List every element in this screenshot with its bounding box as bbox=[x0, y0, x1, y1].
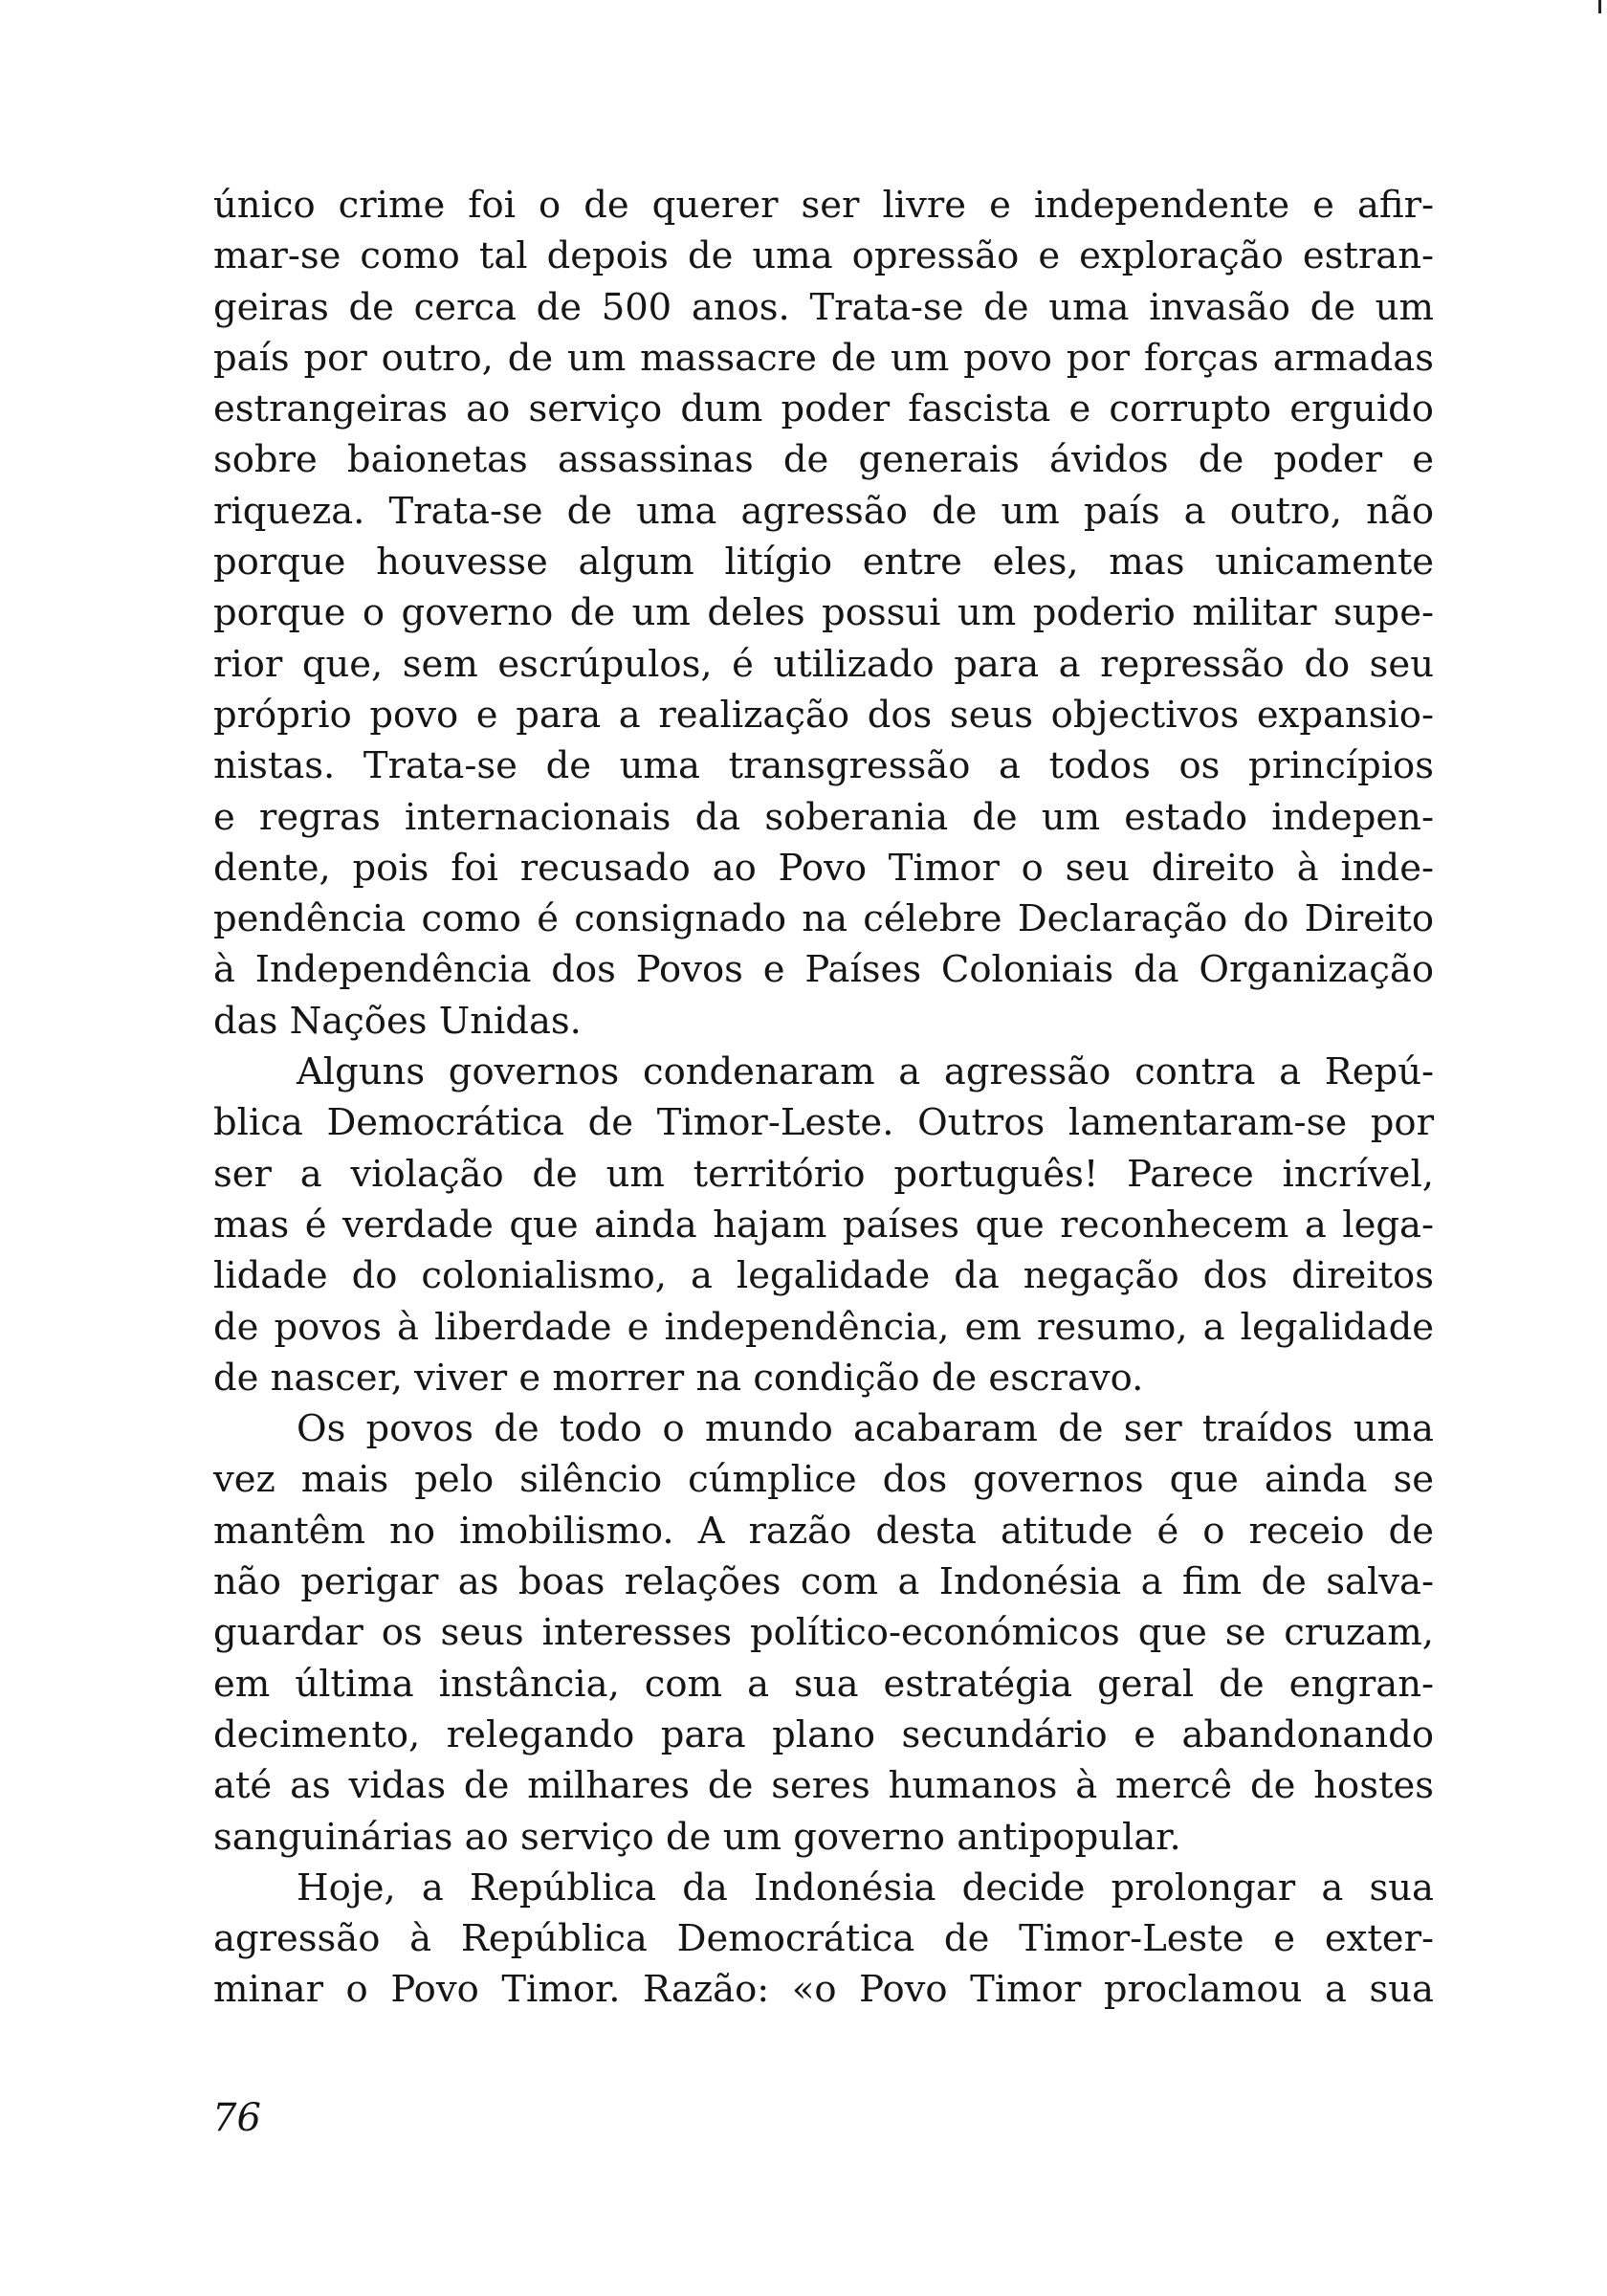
paragraph bbox=[213, 1047, 1434, 1403]
body-text bbox=[213, 180, 1434, 2016]
text-line: Os povos de todo o mundo acabaram de ser traídos uma bbox=[297, 1407, 1434, 1451]
text-line: porque o governo de um deles possui um poderio militar supe- bbox=[213, 591, 1434, 635]
text-line: agressão à República Democrática de Timor-Leste e exter- bbox=[213, 1917, 1434, 1961]
text-line: mantêm no imobilismo. A razão desta atitude é o receio de bbox=[213, 1509, 1434, 1553]
text-line: lidade do colonialismo, a legalidade da negação dos direitos bbox=[213, 1254, 1434, 1298]
text-line: minar o Povo Timor. Razão: «o Povo Timor proclamou a sua bbox=[213, 1968, 1434, 2012]
text-line: riqueza. Trata-se de uma agressão de um país a outro, não bbox=[213, 489, 1434, 533]
paragraph bbox=[213, 1863, 1434, 2016]
text-line: nistas. Trata-se de uma transgressão a todos os princípios bbox=[213, 744, 1434, 788]
text-line: mar-se como tal depois de uma opressão e exploração estran- bbox=[213, 234, 1434, 278]
paragraph bbox=[213, 180, 1434, 1047]
text-line: mas é verdade que ainda hajam países que reconhecem a lega- bbox=[213, 1203, 1434, 1247]
text-line: sanguinárias ao serviço de um governo antipopular. bbox=[213, 1815, 1181, 1859]
text-line: até as vidas de milhares de seres humanos à mercê de hostes bbox=[213, 1764, 1434, 1808]
text-line: vez mais pelo silêncio cúmplice dos governos que ainda se bbox=[213, 1458, 1434, 1502]
text-line: guardar os seus interesses político-económicos que se cruzam, bbox=[213, 1611, 1434, 1655]
scan-edge-mark bbox=[1598, 0, 1601, 13]
text-line: decimento, relegando para plano secundário e abandonando bbox=[213, 1712, 1434, 1756]
text-line: geiras de cerca de 500 anos. Trata-se de uma invasão de um bbox=[213, 285, 1434, 329]
text-line: porque houvesse algum litígio entre eles, mas unicamente bbox=[213, 541, 1434, 585]
text-line: à Independência dos Povos e Países Coloniais da Organização bbox=[213, 948, 1434, 992]
text-line: em última instância, com a sua estratégia geral de engran- bbox=[213, 1662, 1434, 1706]
text-line: país por outro, de um massacre de um povo por forças armadas bbox=[213, 336, 1434, 380]
text-line: rior que, sem escrúpulos, é utilizado para a repressão do seu bbox=[213, 642, 1434, 686]
text-line: sobre baionetas assassinas de generais ávidos de poder e bbox=[213, 438, 1434, 482]
text-line: de povos à liberdade e independência, em resumo, a legalidade bbox=[213, 1305, 1434, 1349]
paragraph bbox=[213, 1403, 1434, 1863]
page-number: 76 bbox=[212, 2096, 261, 2140]
text-line: e regras internacionais da soberania de um estado indepen- bbox=[213, 795, 1434, 839]
text-line: dente, pois foi recusado ao Povo Timor o seu direito à inde- bbox=[213, 846, 1434, 890]
text-line: ser a violação de um território português! Parece incrível, bbox=[213, 1152, 1434, 1196]
text-line: das Nações Unidas. bbox=[213, 999, 582, 1043]
text-line: estrangeiras ao serviço dum poder fascista e corrupto erguido bbox=[213, 387, 1434, 431]
text-line: não perigar as boas relações com a Indonésia a fim de salva- bbox=[213, 1560, 1434, 1604]
text-line: próprio povo e para a realização dos seus objectivos expansio- bbox=[213, 693, 1434, 737]
text-line: blica Democrática de Timor-Leste. Outros lamentaram-se por bbox=[213, 1101, 1434, 1145]
text-line: único crime foi o de querer ser livre e independente e afir- bbox=[213, 184, 1434, 227]
text-line: de nascer, viver e morrer na condição de escravo. bbox=[213, 1356, 1144, 1400]
text-line: Hoje, a República da Indonésia decide prolongar a sua bbox=[297, 1866, 1434, 1910]
text-line: Alguns governos condenaram a agressão contra a Repú- bbox=[297, 1050, 1434, 1094]
text-line: pendência como é consignado na célebre Declaração do Direito bbox=[213, 897, 1434, 941]
